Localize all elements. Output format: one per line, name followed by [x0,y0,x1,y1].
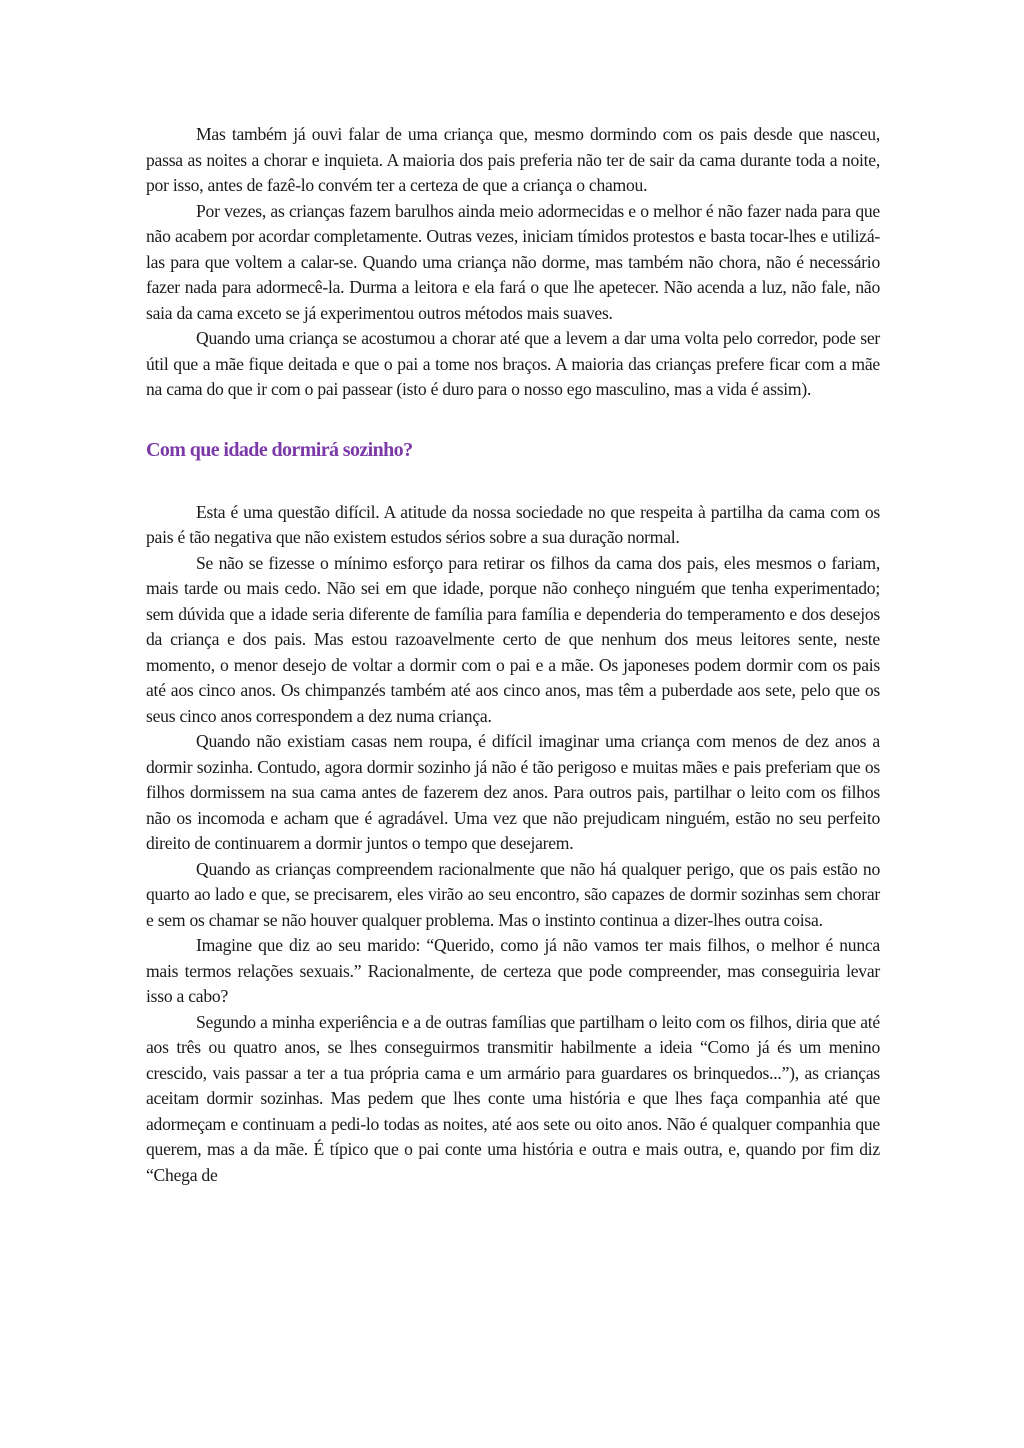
body-paragraph: Quando as crianças compreendem racionalmente que não há qualquer perigo, que os pais estão no quarto ao lado e que, se precisarem, eles virão ao seu encontro, são capazes de dormir sozinhas sem chorar e sem os chamar se não houver qualquer problema. Mas o instinto continua a dizer-lhes outra coisa. [146,858,880,930]
body-paragraph: Segundo a minha experiência e a de outras famílias que partilham o leito com os filhos, diria que até aos três ou quatro anos, se lhes conseguirmos transmitir habilmente a ideia “Como já és um menino crescido, vais passar a ter a tua própria cama e um armário para guardares os brinquedos...”), as crianças aceitam dormir sozinhas. Mas pedem que lhes conte uma história e que lhes faça companhia até que adormeçam e continuam a pedi-lo todas as noites, até aos sete ou oito anos. Não é qualquer companhia que querem, mas a da mãe. É típico que o pai conte uma história e outra e mais outra, e, quando por fim diz “Chega de [146,1011,880,1185]
body-paragraph: Esta é uma questão difícil. A atitude da nossa sociedade no que respeita à partilha da cama com os pais é tão negativa que não existem estudos sérios sobre a sua duração normal. [146,501,880,547]
section-heading: Com que idade dormirá sozinho? [146,438,413,461]
body-paragraph: Imagine que diz ao seu marido: “Querido, como já não vamos ter mais filhos, o melhor é nunca mais termos relações sexuais.” Racionalmente, de certeza que pode compreender, mas conseguiria levar isso a cabo? [146,935,880,1006]
body-paragraph: Quando uma criança se acostumou a chorar até que a levem a dar uma volta pelo corredor, pode ser útil que a mãe fique deitada e que o pai a tome nos braços. A maioria das crianças prefere ficar com a mãe na cama do que ir com o pai passear (isto é duro para o nosso ego masculino, mas a vida é assim). [146,328,880,399]
body-paragraph: Se não se fizesse o mínimo esforço para retirar os filhos da cama dos pais, eles mesmos o fariam, mais tarde ou mais cedo. Não sei em que idade, porque não conheço ninguém que tenha experimentado; sem dúvida que a idade seria diferente de família para família e dependeria do temperamento e dos desejos da criança e dos pais. Mas estou razoavelmente certo de que nenhum dos meus leitores sente, neste momento, o menor desejo de voltar a dormir com o pai e a mãe. Os japoneses podem dormir com os pais até aos cinco anos. Os chimpanzés também até aos cinco anos, mas têm a puberdade aos sete, pelo que os seus cinco anos correspondem a dez numa criança. [146,552,880,726]
body-paragraph: Quando não existiam casas nem roupa, é difícil imaginar uma criança com menos de dez anos a dormir sozinha. Contudo, agora dormir sozinho já não é tão perigoso e muitas mães e pais preferiam que os filhos dormissem na sua cama antes de fazerem dez anos. Para outros pais, partilhar o leito com os filhos não os incomoda e acham que é agradável. Uma vez que não prejudicam ninguém, estão no seu perfeito direito de continuarem a dormir juntos o tempo que desejarem. [146,731,880,853]
body-paragraph: Por vezes, as crianças fazem barulhos ainda meio adormecidas e o melhor é não fazer nada para que não acabem por acordar completamente. Outras vezes, iniciam tímidos protestos e basta tocar-lhes e utilizá-las para que voltem a calar-se. Quando uma criança não dorme, mas também não chora, não é necessário fazer nada para adormecê-la. Durma a leitora e ela fará o que lhe apetecer. Não acenda a luz, não fale, não saia da cama exceto se já experimentou outros métodos mais suaves. [146,200,880,323]
body-paragraph: Mas também já ouvi falar de uma criança que, mesmo dormindo com os pais desde que nasceu, passa as noites a chorar e inquieta. A maioria dos pais preferia não ter de sair da cama durante toda a noite, por isso, antes de fazê-lo convém ter a certeza de que a criança o chamou. [146,124,880,195]
document-page [146,122,880,1188]
